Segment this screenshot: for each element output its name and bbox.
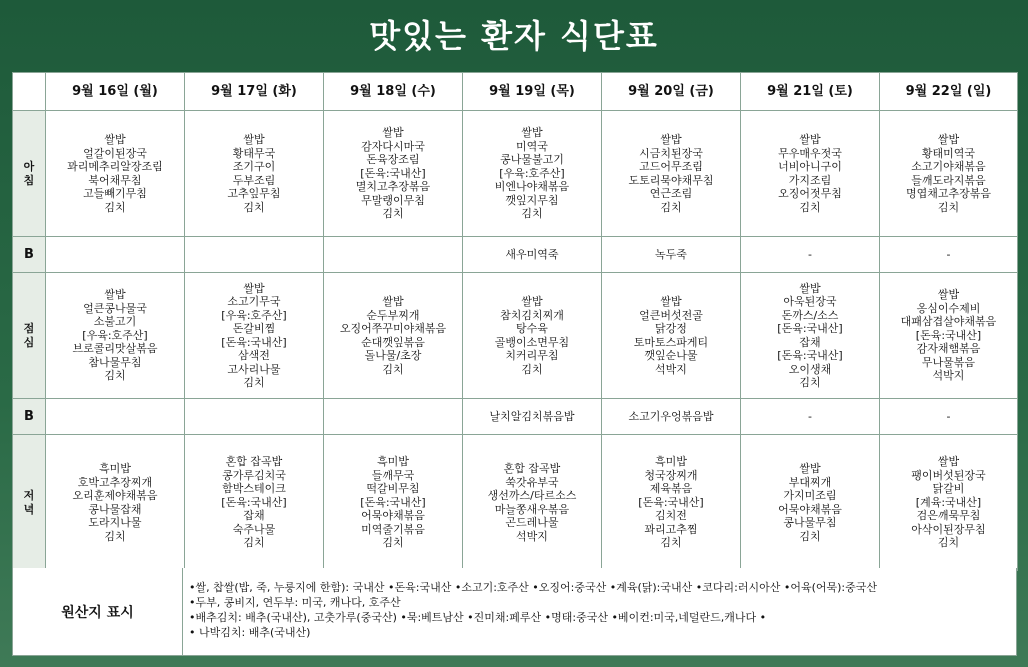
- menu-item: 콩나물무침: [783, 516, 837, 529]
- page-title: 맛있는 환자 식단표: [369, 17, 659, 55]
- menu-item: 김치: [660, 536, 682, 550]
- menu-item: 호박고추장찌개: [77, 475, 153, 489]
- menu-item: 쌀밥: [104, 288, 126, 302]
- menu-item: 김치: [104, 369, 126, 383]
- menu-item: 쌀밥: [104, 133, 126, 146]
- menu-item: 떡갈비무침: [366, 482, 420, 496]
- menu-item: 소고기우엉볶음밥: [628, 409, 714, 423]
- meal-label: [13, 435, 46, 571]
- menu-item: 두부조림: [232, 173, 276, 187]
- menu-item: 어묵야채볶음: [778, 502, 842, 516]
- menu-item: 쌀밥: [937, 455, 960, 469]
- menu-cell: [463, 273, 602, 399]
- menu-cell: [324, 273, 463, 399]
- menu-item: 소불고기: [93, 315, 137, 329]
- menu-item: 김치: [382, 207, 404, 221]
- menu-cell: [46, 399, 185, 435]
- menu-item: 토마토스파게티: [633, 335, 709, 349]
- menu-item: 쌀밥: [243, 133, 265, 146]
- menu-item: [돈육:국내산]: [221, 495, 287, 509]
- menu-item: 아욱된장국: [783, 295, 837, 308]
- menu-item: 쌀밥: [937, 133, 960, 146]
- menu-item: 닭갈비: [932, 482, 965, 496]
- day-header: 9월 20일 (금): [602, 73, 741, 111]
- menu-item: 어묵야채볶음: [361, 509, 425, 523]
- menu-item: 혼합 잡곡밥: [225, 455, 283, 469]
- menu-item: 잡채: [243, 509, 265, 523]
- menu-item: 김치: [243, 200, 265, 214]
- meal-label-char: 심: [23, 335, 35, 349]
- menu-item: 꽈리메추리알장조림: [67, 160, 163, 173]
- menu-cell: [741, 237, 880, 273]
- menu-item: 무우매우젓국: [778, 146, 842, 160]
- corner-cell: [13, 73, 46, 111]
- menu-item: 잡채: [799, 335, 821, 349]
- menu-item: 마늘쫑새우볶음: [494, 502, 570, 516]
- menu-cell: [46, 111, 185, 237]
- menu-item: 얼큰버섯전골: [639, 308, 703, 322]
- day-header: 9월 21일 (토): [741, 73, 880, 111]
- menu-item: 깻잎순나물: [644, 349, 698, 362]
- menu-item: 김치: [937, 536, 960, 550]
- day-header: 9월 19일 (목): [463, 73, 602, 111]
- menu-item: 대패삼겹살야채볶음: [900, 315, 997, 329]
- menu-item: 생선까스/타르소스: [487, 489, 577, 502]
- menu-cell: [46, 237, 185, 273]
- menu-item: 쌀밥: [382, 295, 404, 308]
- menu-item: 팽이버섯된장국: [911, 468, 986, 482]
- menu-item: -: [808, 409, 812, 423]
- menu-cell: [463, 237, 602, 273]
- meal-label: [13, 237, 46, 273]
- menu-cell: [463, 435, 602, 571]
- menu-item: 김치: [104, 200, 126, 214]
- menu-cell: [324, 111, 463, 237]
- menu-item: 김치: [521, 362, 543, 376]
- menu-table: [12, 72, 1018, 571]
- menu-item: 쌀밥: [799, 133, 821, 146]
- menu-item: 석박지: [516, 529, 548, 543]
- meal-label: [13, 111, 46, 237]
- menu-cell: [741, 273, 880, 399]
- menu-cell: [324, 237, 463, 273]
- menu-item: 황태미역국: [921, 146, 976, 160]
- origin-line: •쌀, 찹쌀(밥, 죽, 누룽지에 한함): 국내산 •돈육:국내산 •소고기:호주산 •오징어:중국산 •계육(닭):국내산 •코다리:러시아산 •어육(어묵):중국산: [189, 581, 877, 594]
- menu-item: 쌀밥: [382, 126, 404, 140]
- meal-label-char: 녁: [23, 502, 35, 516]
- origin-line: •두부, 콩비지, 연두부: 미국, 캐나다, 호주산: [189, 596, 401, 609]
- menu-item: 쌀밥: [799, 281, 821, 295]
- menu-item: [우육:호주산]: [82, 328, 148, 342]
- menu-item: -: [946, 409, 951, 423]
- menu-item: 쌀밥: [521, 295, 543, 308]
- menu-item: [돈육:국내산]: [777, 349, 843, 362]
- menu-cell: [880, 237, 1018, 273]
- menu-item: 곤드레나물: [505, 516, 559, 529]
- menu-item: 김치: [799, 200, 821, 214]
- menu-item: 골뱅이소면무침: [494, 335, 570, 349]
- menu-item: 쌀밥: [660, 133, 682, 146]
- origin-label: 원산지 표시: [13, 568, 183, 655]
- menu-item: -: [946, 247, 951, 261]
- menu-item: [돈육:국내산]: [638, 495, 704, 509]
- menu-item: 오징어쭈꾸미야채볶음: [339, 322, 447, 335]
- origin-line: •배추김치: 배추(국내산), 고춧가루(중국산) •묵:베트남산 •진미채:페루산 •명태:중국산 •베이컨:미국,네덜란드,캐나다 •: [189, 611, 767, 624]
- menu-cell: [880, 273, 1018, 399]
- menu-item: 들깨도라지볶음: [911, 173, 986, 187]
- menu-item: 도토리묵야채무침: [628, 173, 714, 187]
- menu-item: 무나물볶음: [921, 355, 976, 369]
- menu-cell: [46, 273, 185, 399]
- menu-item: [돈육:국내산]: [915, 328, 982, 342]
- meal-label-char: B: [24, 246, 34, 262]
- menu-item: 황태무국: [232, 146, 276, 160]
- meal-label-char: B: [24, 408, 34, 424]
- menu-cell: [602, 435, 741, 571]
- menu-item: 쌀밥: [799, 462, 821, 475]
- origin-lines: [183, 568, 1016, 655]
- menu-item: 고드어무조림: [639, 160, 703, 173]
- menu-item: 소고기야채볶음: [911, 160, 986, 173]
- menu-item: 꽈리고추찜: [644, 522, 698, 536]
- menu-item: 오이생채: [788, 362, 832, 376]
- menu-item: [우육:호주산]: [221, 308, 287, 322]
- menu-item: 콩가루김치국: [222, 468, 286, 482]
- menu-cell: [324, 435, 463, 571]
- day-header: 9월 18일 (수): [324, 73, 463, 111]
- meal-row: [13, 435, 1018, 571]
- menu-item: [계육:국내산]: [915, 495, 982, 509]
- menu-cell: [602, 273, 741, 399]
- menu-item: 명엽채고추장볶음: [905, 187, 991, 200]
- menu-item: 함박스테이크: [222, 482, 286, 496]
- menu-item: 미역줄기볶음: [361, 522, 425, 536]
- menu-item: -: [808, 247, 812, 261]
- menu-item: 김치: [521, 207, 543, 221]
- menu-item: 부대찌개: [788, 475, 832, 489]
- snack-row: [13, 399, 1018, 435]
- menu-cell: [324, 399, 463, 435]
- menu-item: 시금치된장국: [639, 146, 703, 160]
- menu-item: 흑미밥: [377, 455, 409, 469]
- menu-item: [돈육:국내산]: [360, 166, 426, 180]
- menu-cell: [602, 237, 741, 273]
- menu-item: 고사리나물: [227, 362, 281, 376]
- menu-item: 쌀밥: [660, 295, 682, 308]
- menu-item: 쑥갓유부국: [505, 475, 559, 489]
- origin-section: [12, 568, 1017, 656]
- menu-item: 석박지: [932, 369, 965, 383]
- menu-item: 돌나물/초장: [364, 349, 422, 362]
- menu-cell: [463, 399, 602, 435]
- menu-cell: [185, 111, 324, 237]
- menu-item: [돈육:국내산]: [777, 322, 843, 335]
- menu-item: 돈육장조림: [366, 153, 420, 167]
- menu-item: 콩나물잡채: [88, 502, 142, 516]
- menu-cell: [880, 399, 1018, 435]
- menu-item: 얼갈이된장국: [83, 146, 147, 160]
- meal-label-char: 저: [23, 489, 35, 502]
- menu-item: 고추잎무침: [227, 187, 281, 200]
- menu-cell: [463, 111, 602, 237]
- menu-item: 브로콜리맛살볶음: [72, 342, 158, 356]
- menu-item: 아삭이된장무침: [911, 522, 986, 536]
- menu-item: 김치: [937, 200, 960, 214]
- day-header: 9월 16일 (월): [46, 73, 185, 111]
- menu-item: 흑미밥: [99, 462, 131, 475]
- menu-item: 김치전: [655, 509, 687, 523]
- meal-label-char: 점: [23, 322, 35, 335]
- meal-label: [13, 273, 46, 399]
- menu-item: 닭강정: [655, 322, 687, 335]
- menu-item: 깻잎지무침: [505, 193, 559, 207]
- menu-item: 청국장찌개: [644, 468, 698, 482]
- menu-item: 김치: [243, 536, 265, 550]
- menu-item: 옹심이수제비: [916, 301, 981, 315]
- menu-cell: [602, 399, 741, 435]
- menu-cell: [880, 111, 1018, 237]
- menu-item: 너비아니구이: [778, 160, 842, 173]
- menu-cell: [185, 273, 324, 399]
- menu-item: 오리훈제야채볶음: [72, 489, 158, 502]
- menu-cell: [880, 435, 1018, 571]
- menu-item: 삼색전: [238, 349, 270, 362]
- menu-item: 숙주나물: [232, 522, 276, 536]
- menu-item: 참치김치찌개: [500, 308, 564, 322]
- day-header: 9월 17일 (화): [185, 73, 324, 111]
- menu-item: 조기구이: [232, 160, 276, 173]
- menu-item: 탕수육: [516, 322, 548, 335]
- menu-item: 참나물무침: [88, 355, 142, 369]
- menu-item: 쌀밥: [243, 281, 265, 295]
- menu-item: 오징어젓무침: [778, 187, 842, 200]
- menu-cell: [46, 435, 185, 571]
- origin-line: • 나박김치: 배추(국내산): [189, 626, 311, 639]
- meal-row: [13, 111, 1018, 237]
- menu-item: 돈까스/소스: [781, 308, 839, 322]
- menu-item: 흑미밥: [655, 455, 687, 469]
- meal-label-char: 침: [23, 173, 35, 187]
- menu-item: 감자채햄볶음: [916, 342, 981, 356]
- menu-item: 순두부찌개: [366, 308, 420, 322]
- menu-item: [돈육:국내산]: [221, 335, 287, 349]
- menu-item: 날치알김치볶음밥: [489, 409, 575, 423]
- menu-item: 쌀밥: [521, 126, 543, 140]
- menu-cell: [741, 111, 880, 237]
- menu-item: 콩나물불고기: [500, 153, 564, 167]
- menu-item: 얼큰콩나물국: [83, 301, 147, 315]
- menu-cell: [185, 435, 324, 571]
- menu-item: 도라지나물: [88, 516, 142, 529]
- menu-item: [돈육:국내산]: [360, 495, 426, 509]
- menu-item: 김치: [382, 362, 404, 376]
- menu-item: 김치: [799, 376, 821, 389]
- menu-item: 고들빼기무침: [83, 187, 147, 200]
- menu-item: 녹두죽: [655, 247, 687, 261]
- menu-item: 가지조림: [788, 173, 832, 187]
- menu-item: 가지미조림: [783, 489, 837, 502]
- menu-item: 비엔나야채볶음: [494, 180, 570, 194]
- menu-cell: [185, 237, 324, 273]
- menu-item: 검은깨묵무침: [916, 509, 981, 523]
- meal-row: [13, 273, 1018, 399]
- day-header-row: [13, 73, 1018, 111]
- menu-cell: [741, 435, 880, 571]
- menu-item: 치커리무침: [505, 349, 559, 362]
- menu-item: 순대깻잎볶음: [361, 335, 425, 349]
- menu-cell: [602, 111, 741, 237]
- menu-cell: [185, 399, 324, 435]
- menu-item: 새우미역죽: [505, 247, 559, 261]
- menu-item: 김치: [660, 200, 682, 214]
- menu-item: 감자다시마국: [361, 139, 425, 153]
- meal-label: [13, 399, 46, 435]
- menu-item: 무말랭이무침: [361, 193, 425, 207]
- meal-label-char: 아: [23, 160, 35, 173]
- menu-item: 제육볶음: [649, 482, 693, 496]
- menu-item: 북어채무침: [88, 173, 142, 187]
- menu-item: 연근조림: [649, 187, 693, 200]
- menu-cell: [741, 399, 880, 435]
- snack-row: [13, 237, 1018, 273]
- menu-item: 소고기무국: [227, 295, 281, 308]
- day-header: 9월 22일 (일): [880, 73, 1018, 111]
- menu-item: 김치: [382, 536, 404, 550]
- menu-item: 김치: [799, 529, 821, 543]
- menu-item: 멸치고추장볶음: [355, 180, 431, 194]
- menu-item: 쌀밥: [937, 288, 960, 302]
- menu-item: 들깨무국: [371, 468, 415, 482]
- menu-item: 혼합 잡곡밥: [503, 462, 561, 475]
- menu-item: [우육:호주산]: [499, 166, 565, 180]
- menu-item: 석박지: [655, 362, 687, 376]
- menu-item: 김치: [104, 529, 126, 543]
- menu-item: 김치: [243, 376, 265, 389]
- menu-item: 돈갈비찜: [232, 322, 276, 335]
- menu-item: 미역국: [516, 139, 548, 153]
